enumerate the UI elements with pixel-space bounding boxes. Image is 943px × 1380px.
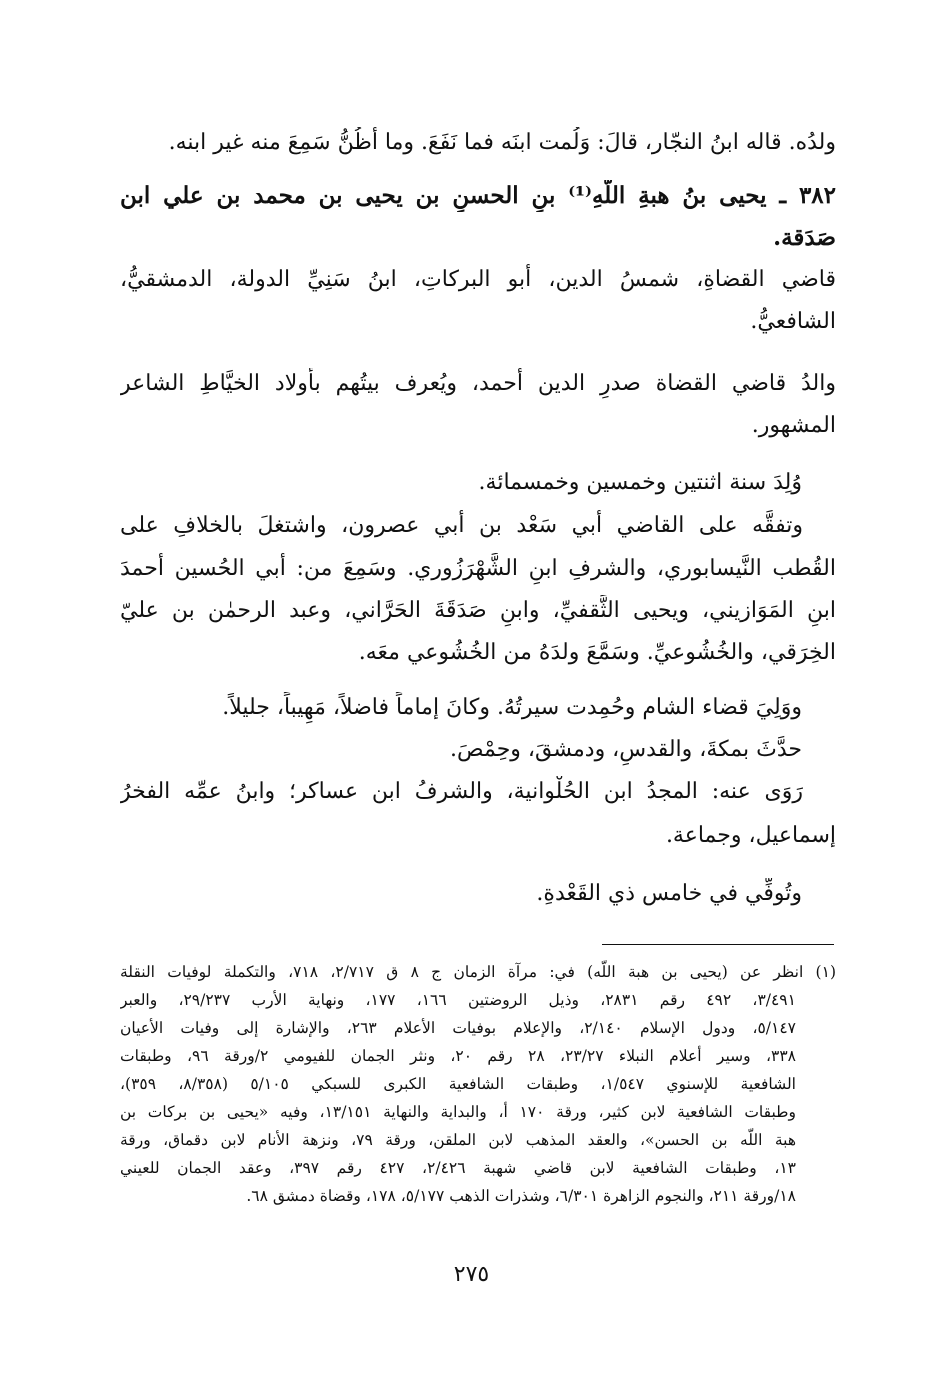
body-line: المشهور. <box>751 413 836 438</box>
body-line: وتفقَّه على القاضي أبي سَعْد بن أبي عصرون، واشتغلَ بالخلافِ على <box>120 513 803 538</box>
body-line: ولدُه. قاله ابنُ النجّار، قالَ: وَلُمت ابنَه فما نَفَعَ. وما أظُنُّ سَمِعَ منه غير ابنه. <box>168 130 836 155</box>
body-line: ووَلِيَ قضاء الشام وحُمِدت سيرتُهُ. وكانَ إماماً فاضلاً، مَهِيباً، جليلاً. <box>222 695 802 720</box>
page-number: ٢٧٥ <box>453 1262 490 1287</box>
body-line: والدُ قاضي القضاة صدرِ الدين أحمد، ويُعرف بيتُهم بأولاد الخيَّاطِ الشاعر <box>120 371 836 396</box>
body-line: القُطب النَّيسابوري، والشرفِ ابنِ الشَّهْرَزُوري. وسَمِعَ من: أبي الحُسين أحمدَ <box>120 556 836 581</box>
entry-heading: ٣٨٢ ـ يحيى بنُ هبةِ اللَّهِ⁽¹⁾ بنِ الحسنِ بن يحيى بن محمد بن علي ابن <box>120 182 836 209</box>
footnote-line: ١٣، وطبقات الشافعية لابن قاضي شهبة ٢/٤٢٦، ٤٢٧ رقم ٣٩٧، وعقد الجمان للعيني <box>120 1159 796 1177</box>
footnote-line: وطبقات الشافعية لابن كثير، ورقة ١٧٠ أ، والبداية والنهاية ١٣/١٥١، وفيه «يحيى بن بركات بن <box>120 1103 796 1121</box>
body-line: وتُوفِّي في خامس ذي القَعْدةِ. <box>536 881 802 906</box>
body-line: وُلِدَ سنة اثنتين وخمسين وخمسمائة. <box>478 470 802 495</box>
footnote-line: ١٨/ورقة ٢١١، والنجوم الزاهرة ٦/٣٠١، وشذرات الذهب ٥/١٧٧، ١٧٨، وقضاة دمشق ٦٨. <box>246 1187 796 1205</box>
body-line: حدَّثَ بمكةَ، والقدسِ، ودمشقَ، وحِمْصَ. <box>450 737 802 762</box>
body-line: إسماعيل، وجماعة. <box>665 823 836 848</box>
body-line: الخِرَقي، والخُشُوعيِّ. وسَمَّعَ ولدَهُ من الخُشُوعي معَه. <box>358 640 836 665</box>
footnote-line: هبة اللّه بن الحسن»، والعقد المذهب لابن الملقن، ورقة ٧٩، ونزهة الأنام لابن دقماق، ورقة <box>120 1131 796 1149</box>
body-line: قاضي القضاةِ، شمسُ الدين، أبو البركاتِ، ابنُ سَنِيِّ الدولة، الدمشقيُّ، <box>120 267 836 292</box>
entry-heading-continued: صَدَقة. <box>773 224 836 251</box>
footnote-line: ٣٣٨، وسير أعلام النبلاء ٢٣/٢٧، ٢٨ رقم ٢٠، ونثر الجمان للفيومي ٢/ورقة ٩٦، وطبقات <box>120 1047 796 1065</box>
footnote-divider <box>602 944 834 945</box>
footnote-line: ٥/١٤٧، ودول الإسلام ٢/١٤٠، والإعلام بوفيات الأعلام ٢٦٣، والإشارة إلى وفيات الأعيان <box>120 1019 796 1037</box>
body-line: الشافعيُّ. <box>750 309 836 334</box>
footnote-line: الشافعية للإسنوي ١/٥٤٧، وطبقات الشافعية الكبرى للسبكي ٥/١٠٥ (٨/٣٥٨، ٣٥٩)، <box>120 1075 796 1093</box>
footnote-line: ٣/٤٩١، ٤٩٢ رقم ٢٨٣١، وذيل الروضتين ١٦٦، ١٧٧، ونهاية الأرب ٢٩/٢٣٧، والعبر <box>120 991 796 1009</box>
body-line: ابنِ المَوَازيني، ويحيى الثَّقفيِّ، وابنِ صَدَقَةَ الحَرَّاني، وعبد الرحمٰن بن عليّ <box>120 598 836 623</box>
body-line: رَوَى عنه: المجدُ ابن الحُلْوانية، والشرفُ ابن عساكر؛ وابنُ عمِّه الفخرُ <box>120 779 803 804</box>
footnote-line: (١) انظر عن (يحيى بن هبة اللّه) في: مرآة الزمان ج ٨ ق ٢/٧١٧، ٧١٨، والتكملة لوفيات النقلة <box>120 963 836 981</box>
